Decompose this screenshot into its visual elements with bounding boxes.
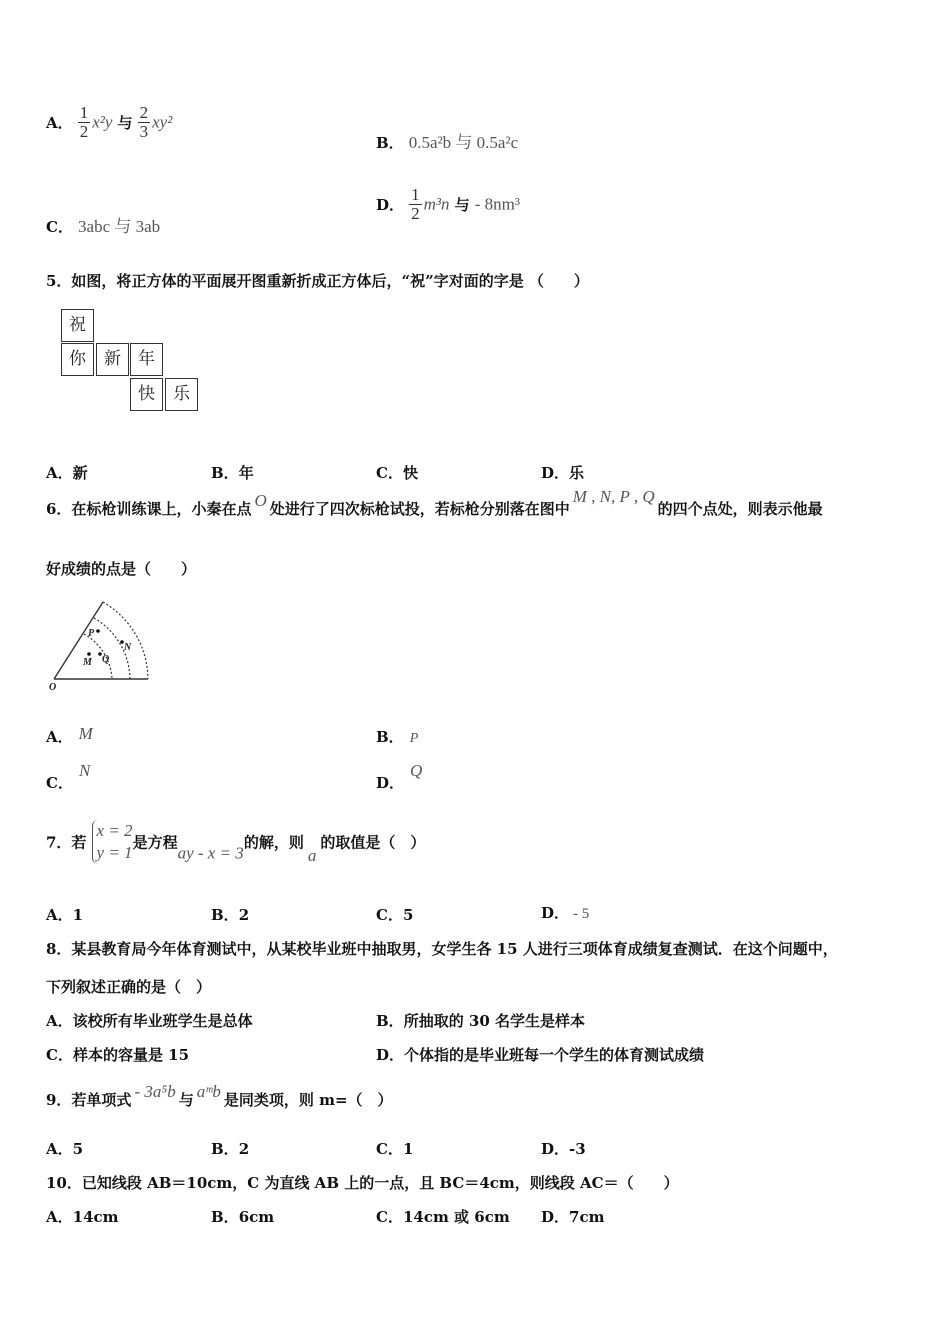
net-cell: 快 [130,378,163,411]
q9-option-a[interactable]: A．5 [46,1140,84,1158]
q6-option-c[interactable]: C．N [46,761,91,792]
q8-option-d[interactable]: D．个体指的是毕业班每一个学生的体育测试成绩 [376,1046,705,1064]
q7-option-b[interactable]: B．2 [211,906,250,924]
q4-option-d[interactable] [376,186,520,223]
q5-option-d[interactable]: D．乐 [541,464,585,482]
q10-option-a[interactable]: A．14cm [46,1208,119,1226]
q7-stem: 7．若 x = 2 y = 1 是方程ay - x = 3的解，则a的取值是（ ） [46,821,426,865]
q6-stem-line2: 好成绩的点是（ ） [46,560,197,578]
point-list: M , N, P , Q [572,487,655,506]
q6-option-b[interactable]: B． P [376,728,419,746]
q8-stem-line1: 8．某县教育局今年体育测试中，从某校毕业班中抽取男，女学生各 15 人进行三项体育成绩复查测试．在这个问题中， [46,940,838,958]
math-term: - 8nm³ [474,194,520,214]
label-n: N [124,642,132,653]
math-term: x²y [92,112,113,132]
option-value: 3abc 与 3ab [78,217,161,236]
q8-stem-line2: 下列叙述正确的是（ ） [46,978,212,996]
net-cell: 你 [61,343,94,376]
monomial-1: - 3a⁵b [134,1082,176,1101]
equation-system: x = 2 y = 1 [92,820,133,864]
q5-option-c[interactable]: C．快 [376,464,418,482]
net-cell: 年 [130,343,163,376]
q9-stem: 9．若单项式 - 3a⁵b 与 aᵐb 是同类项，则 m=（ ） [46,1082,393,1109]
option-value: 0.5a²b 与 0.5a²c [408,133,519,152]
q10-stem: 10．已知线段 AB＝10cm，C 为直线 AB 上的一点，且 BC＝4cm，则线段 AC＝（ ） [46,1174,679,1192]
q7-option-d[interactable]: D． - 5 [541,904,590,922]
option-label: C． [46,218,73,236]
ray-line [54,602,103,679]
q9-option-b[interactable]: B．2 [211,1140,250,1158]
q4-option-a[interactable] [46,104,172,141]
label-m: M [83,657,92,668]
label-o: O [49,682,57,693]
fraction: $\frac{1}{2}$ [411,185,420,223]
javelin-figure [40,596,160,696]
arc-outer [103,602,148,679]
fraction: $\frac{2}{3}$ [139,103,149,141]
q5-option-b[interactable]: B．年 [211,464,254,482]
math-term: xy² [152,112,173,132]
math-term: m³n [423,194,450,214]
q5-option-a[interactable]: A．新 [46,464,88,482]
q9-option-c[interactable]: C．1 [376,1140,414,1158]
q8-option-b[interactable]: B．所抽取的 30 名学生是样本 [376,1012,586,1030]
conjunction: 与 [454,195,470,214]
point-m-dot [87,652,91,656]
q10-option-c[interactable]: C．14cm 或 6cm [376,1208,510,1226]
q9-option-d[interactable]: D．-3 [541,1140,586,1158]
fraction: $\frac{1}{2}$ [79,103,89,141]
net-cell: 新 [96,343,129,376]
variable-a: a [307,845,317,865]
q6-option-a[interactable]: A． M [46,724,93,746]
q7-option-c[interactable]: C．5 [376,906,414,924]
label-p: P [88,628,95,639]
q8-option-a[interactable]: A．该校所有毕业班学生是总体 [46,1012,253,1030]
option-label: B． [376,134,404,152]
q7-option-a[interactable]: A．1 [46,906,84,924]
equation: ay - x = 3 [177,843,244,863]
monomial-2: aᵐb [196,1082,221,1101]
q10-option-d[interactable]: D．7cm [541,1208,605,1226]
q6-stem: 6．在标枪训练课上，小秦在点 O 处进行了四次标枪试投，若标枪分别落在图中M , N, P , Q的四个点处，则表示他最 [46,487,823,518]
option-label: D． [376,195,405,214]
q6-option-d[interactable]: D．Q [376,761,423,792]
q5-stem: 5．如图，将正方体的平面展开图重新折成正方体后，“祝”字对面的字是 （ ） [46,272,589,290]
q8-option-c[interactable]: C．样本的容量是 15 [46,1046,190,1064]
net-cell: 祝 [61,309,94,342]
conjunction: 与 [117,113,133,132]
label-q: Q [102,654,110,665]
net-cell: 乐 [165,378,198,411]
option-label: A． [46,113,73,132]
point-o: O [254,491,267,510]
q4-option-c[interactable] [46,212,160,237]
q4-option-b[interactable] [376,128,518,153]
point-p-dot [96,629,100,633]
q10-option-b[interactable]: B．6cm [211,1208,275,1226]
